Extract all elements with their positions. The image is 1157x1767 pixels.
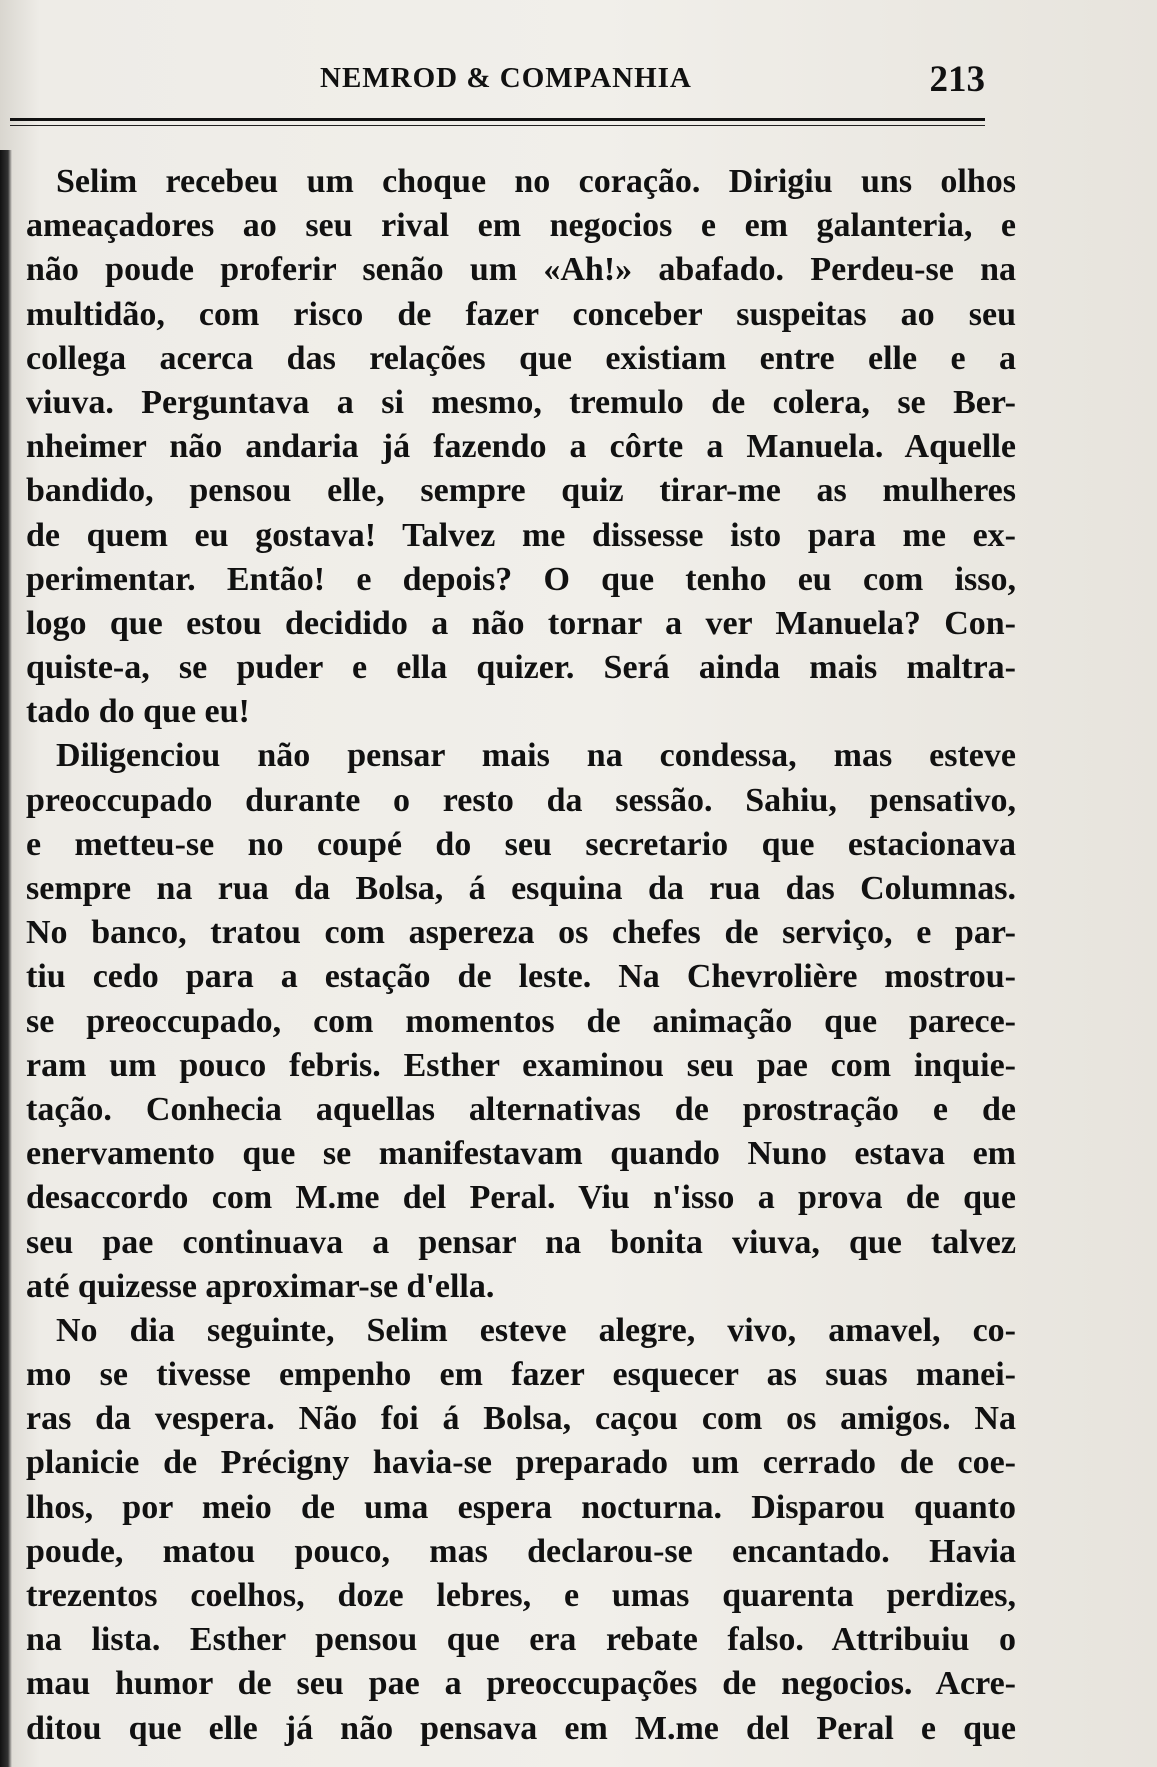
text-line: bandido, pensou elle, sempre quiz tirar-me as mulheres: [26, 472, 1016, 510]
text-line: viuva. Perguntava a si mesmo, tremulo de colera, se Ber-: [26, 383, 1016, 421]
text-line: até quizesse aproximar-se d'ella.: [26, 1267, 495, 1305]
running-header: [30, 58, 985, 98]
text-line: preoccupado durante o resto da sessão. Sahiu, pensativo,: [26, 781, 1016, 819]
text-line: multidão, com risco de fazer conceber suspeitas ao seu: [26, 295, 1016, 333]
paragraph: [26, 1309, 1016, 1751]
paragraph: [26, 160, 1016, 734]
text-line: tado do que eu!: [26, 693, 250, 731]
text-line: nheimer não andaria já fazendo a côrte a Manuela. Aquelle: [26, 428, 1016, 466]
text-line: planicie de Précigny havia-se preparado um cerrado de coe-: [26, 1444, 1016, 1482]
text-line: Diligenciou não pensar mais na condessa, mas esteve: [56, 737, 1016, 775]
text-line: mau humor de seu pae a preoccupações de negocios. Acre-: [26, 1665, 1016, 1703]
text-line: collega acerca das relações que existiam entre elle e a: [26, 339, 1016, 377]
text-line: mo se tivesse empenho em fazer esquecer as suas manei-: [26, 1356, 1016, 1394]
text-line: trezentos coelhos, doze lebres, e umas quarenta perdizes,: [26, 1577, 1016, 1614]
text-line: sempre na rua da Bolsa, á esquina da rua das Columnas.: [26, 870, 1016, 907]
paragraph: [26, 734, 1016, 1308]
body-text: [26, 160, 1016, 1751]
text-line: de quem eu gostava! Talvez me dissesse isto para me ex-: [26, 516, 1016, 554]
text-line: não poude proferir senão um «Ah!» abafado. Perdeu-se na: [26, 251, 1016, 289]
binding-shadow: [0, 150, 12, 1767]
text-line: logo que estou decidido a não tornar a ver Manuela? Con-: [26, 604, 1016, 642]
page-number: 213: [929, 59, 985, 100]
text-line: se preoccupado, com momentos de animação que parece-: [26, 1002, 1016, 1040]
text-line: desaccordo com M.me del Peral. Viu n'isso a prova de que: [26, 1179, 1016, 1217]
text-line: na lista. Esther pensou que era rebate falso. Attribuiu o: [26, 1621, 1016, 1659]
header-rule: [10, 118, 985, 121]
running-title: NEMROD & COMPANHIA: [320, 62, 692, 94]
text-line: ditou que elle já não pensava em M.me del Peral e que: [26, 1709, 1016, 1747]
text-line: tação. Conhecia aquellas alternativas de prostração e de: [26, 1090, 1016, 1128]
text-line: seu pae continuava a pensar na bonita viuva, que talvez: [26, 1223, 1016, 1261]
text-line: e metteu-se no coupé do seu secretario que estacionava: [26, 825, 1016, 863]
text-line: Selim recebeu um choque no coração. Dirigiu uns olhos: [56, 163, 1016, 200]
text-line: ras da vespera. Não foi á Bolsa, caçou com os amigos. Na: [26, 1400, 1016, 1438]
text-line: lhos, por meio de uma espera nocturna. Disparou quanto: [26, 1488, 1016, 1526]
text-line: No dia seguinte, Selim esteve alegre, vivo, amavel, co-: [56, 1311, 1016, 1349]
text-line: No banco, tratou com aspereza os chefes de serviço, e par-: [26, 914, 1016, 952]
text-line: ram um pouco febris. Esther examinou seu pae com inquie-: [26, 1046, 1016, 1084]
text-line: enervamento que se manifestavam quando Nuno estava em: [26, 1135, 1016, 1173]
header-rule-thin: [10, 125, 985, 126]
text-line: ameaçadores ao seu rival em negocios e em galanteria, e: [26, 207, 1016, 245]
text-line: tiu cedo para a estação de leste. Na Chevrolière mostrou-: [26, 958, 1016, 996]
text-line: poude, matou pouco, mas declarou-se encantado. Havia: [26, 1532, 1016, 1570]
text-line: quiste-a, se puder e ella quizer. Será ainda mais maltra-: [26, 649, 1016, 687]
text-line: perimentar. Então! e depois? O que tenho eu com isso,: [26, 560, 1016, 598]
